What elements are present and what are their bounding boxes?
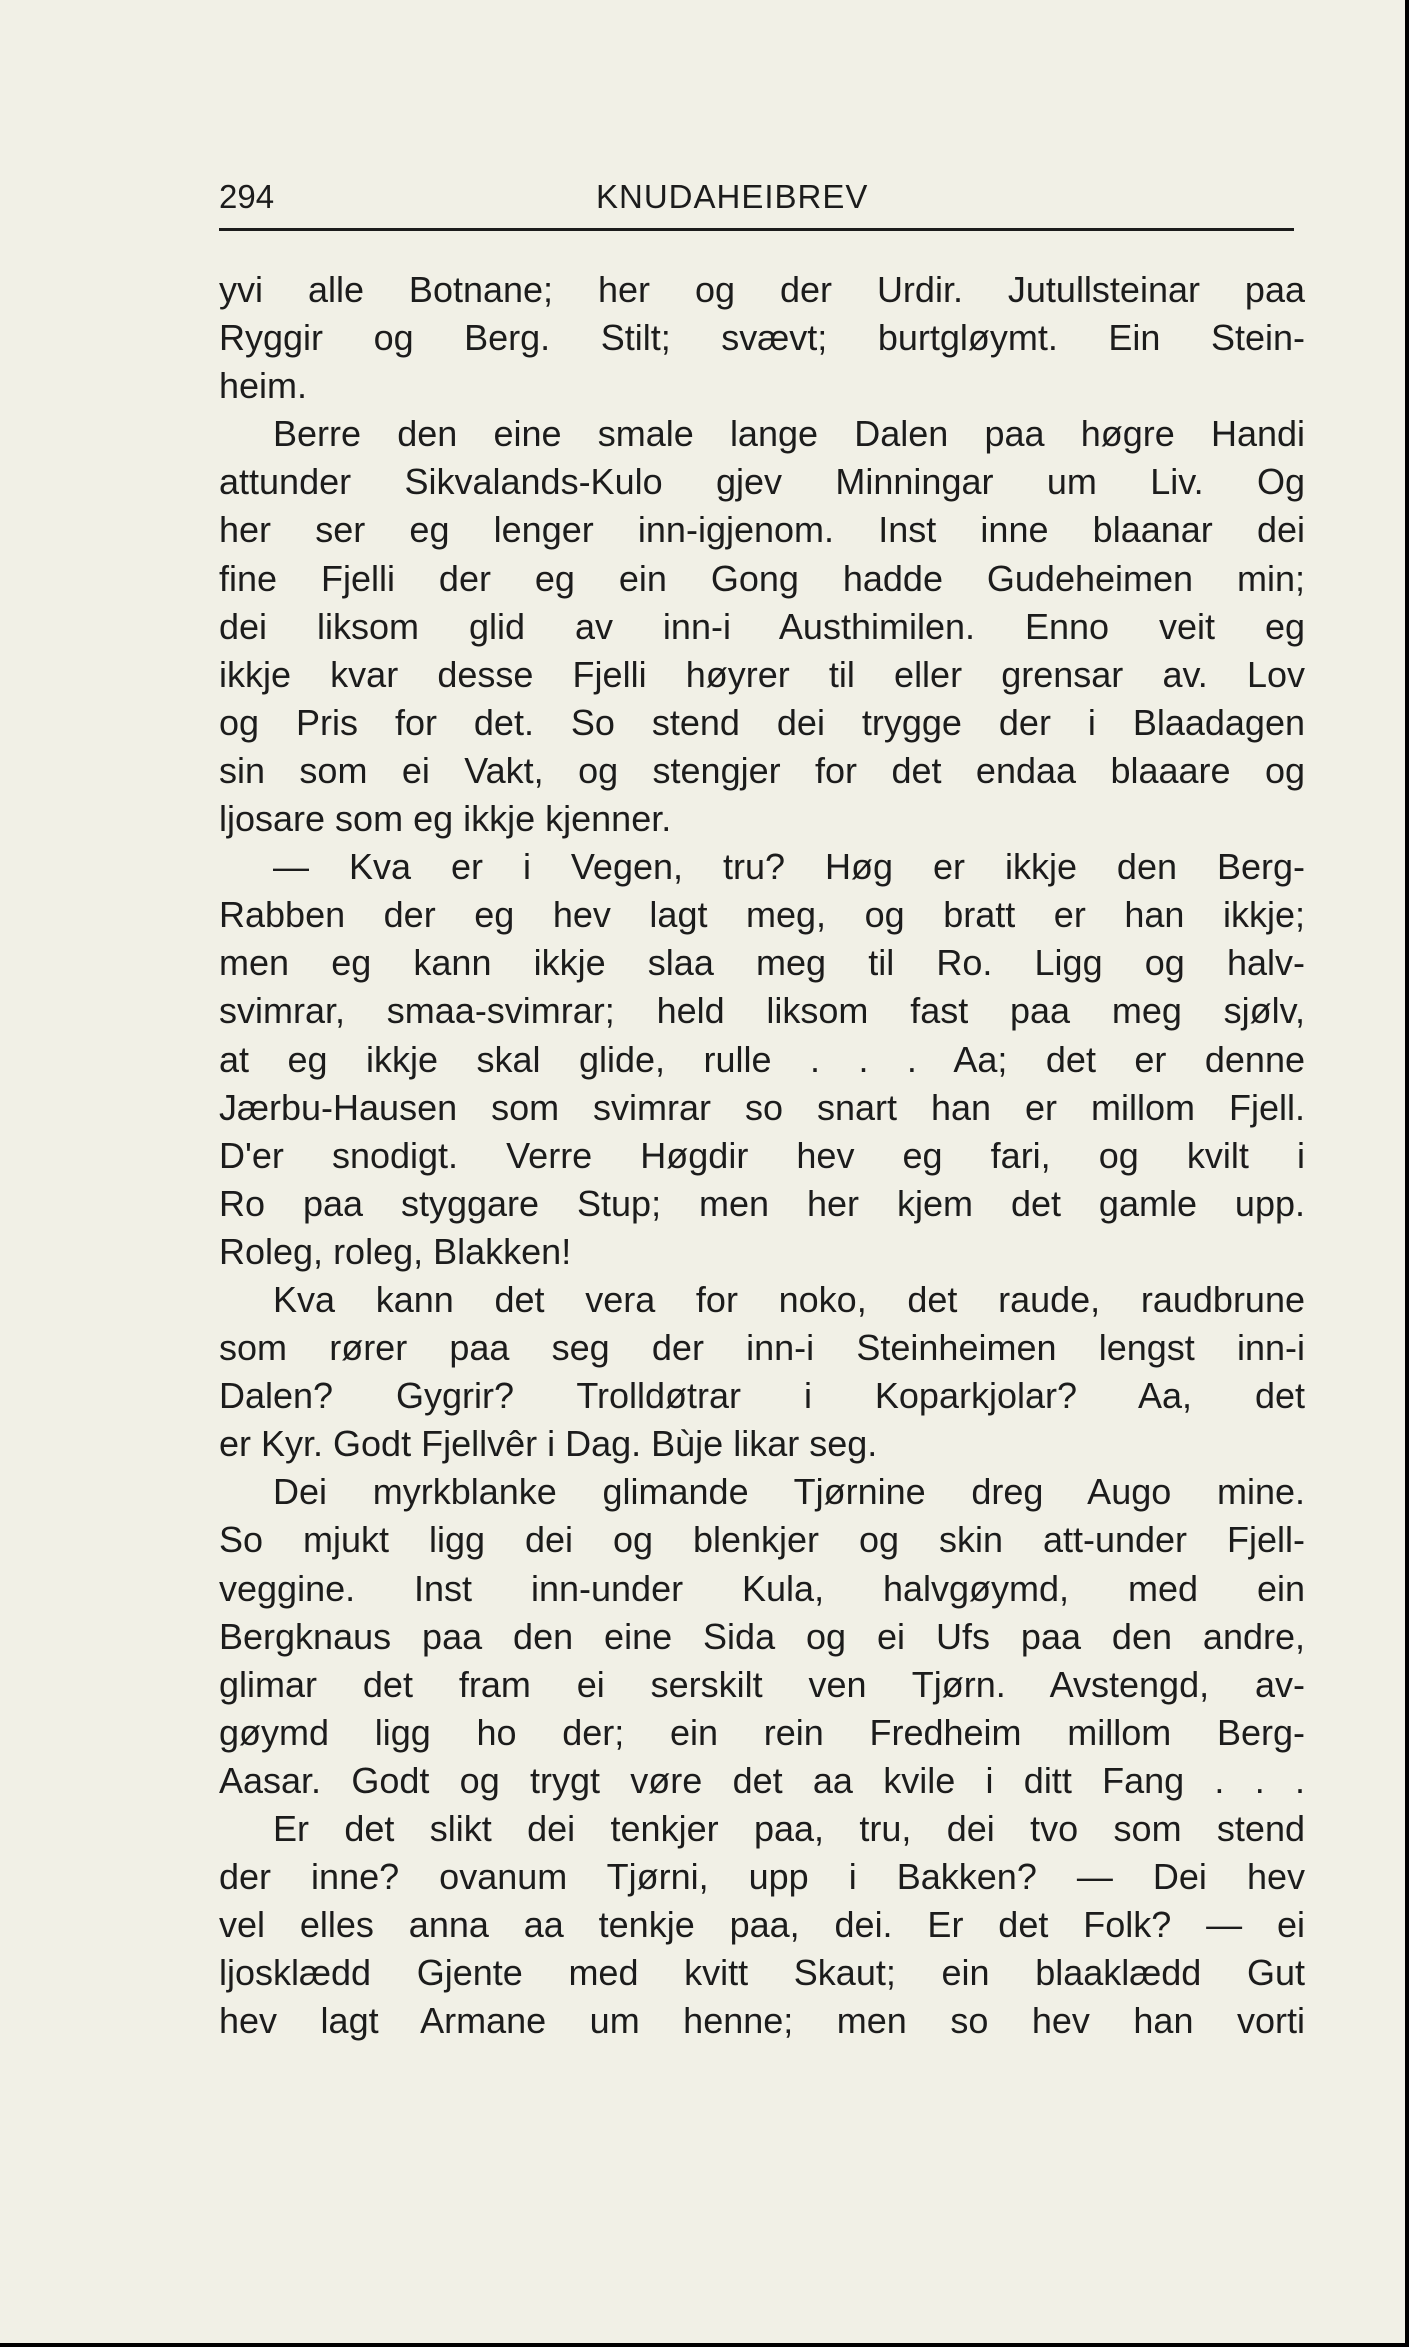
text-line: hev lagt Armane um henne; men so hev han vorti [219,2000,1305,2042]
text-line: Berre den eine smale lange Dalen paa høgre Handi [273,413,1305,455]
text-line: sin som ei Vakt, og stengjer for det endaa blaaare og [219,749,1305,791]
text-line: her ser eg lenger inn-igjenom. Inst inne blaanar dei [219,509,1305,551]
text-line: er Kyr. Godt Fjellvêr i Dag. Bùje likar seg. [219,1423,878,1465]
text-line: Er det slikt dei tenkjer paa, tru, dei tvo som stend [273,1808,1305,1849]
text-line: Aasar. Godt og trygt vøre det aa kvile i ditt Fang . . . [219,1759,1305,1801]
text-line: attunder Sikvalands-Kulo gjev Minningar um Liv. Og [219,461,1305,503]
text-line: som rører paa seg der inn-i Steinheimen lengst inn-i [219,1327,1305,1369]
text-line: D'er snodigt. Verre Høgdir hev eg fari, og kvilt i [219,1134,1305,1176]
text-line: ljosklædd Gjente med kvitt Skaut; ein blaaklædd Gut [219,1952,1305,1994]
text-line: veggine. Inst inn-under Kula, halvgøymd, med ein [219,1567,1305,1609]
text-line: ljosare som eg ikkje kjenner. [219,798,672,840]
text-line: der inne? ovanum Tjørni, upp i Bakken? — Dei hev [219,1856,1305,1898]
text-line: Dei myrkblanke glimande Tjørnine dreg Augo mine. [273,1471,1305,1513]
text-line: ikkje kvar desse Fjelli høyrer til eller grensar av. Lov [219,653,1305,695]
text-line: Roleg, roleg, Blakken! [219,1230,572,1272]
header-rule [219,228,1294,231]
text-line: Ro paa styggare Stup; men her kjem det gamle upp. [219,1182,1305,1224]
text-line: Ryggir og Berg. Stilt; svævt; burtgløymt. Ein Stein- [219,317,1305,359]
text-line: dei liksom glid av inn-i Austhimilen. Enno veit eg [219,605,1305,647]
text-line: at eg ikkje skal glide, rulle . . . Aa; det er denne [219,1038,1305,1080]
text-line: — Kva er i Vegen, tru? Høg er ikkje den Berg- [273,846,1305,888]
text-line: Rabben der eg hev lagt meg, og bratt er han ikkje; [219,894,1305,936]
running-title: KNUDAHEIBREV [596,178,869,215]
text-line: og Pris for det. So stend dei trygge der i Blaadagen [219,701,1305,743]
text-line: heim. [219,365,308,407]
text-line: vel elles anna aa tenkje paa, dei. Er det Folk? — ei [219,1904,1305,1946]
text-line: So mjukt ligg dei og blenkjer og skin att-under Fjell- [219,1519,1305,1561]
text-line: yvi alle Botnane; her og der Urdir. Jutullsteinar paa [219,269,1305,310]
text-line: Dalen? Gygrir? Trolldøtrar i Koparkjolar? Aa, det [219,1375,1305,1417]
text-line: Kva kann det vera for noko, det raude, raudbrune [273,1278,1305,1320]
body-text [219,266,1305,2045]
text-line: svimrar, smaa-svimrar; held liksom fast paa meg sjølv, [219,990,1305,1032]
page-header [219,168,1294,228]
text-line: Bergknaus paa den eine Sida og ei Ufs paa den andre, [219,1615,1305,1657]
text-line: glimar det fram ei serskilt ven Tjørn. Avstengd, av- [219,1663,1305,1705]
text-line: gøymd ligg ho der; ein rein Fredheim millom Berg- [219,1711,1305,1753]
text-line: fine Fjelli der eg ein Gong hadde Gudeheimen min; [219,557,1305,599]
page-number: 294 [219,178,275,215]
text-line: men eg kann ikkje slaa meg til Ro. Ligg og halv- [219,942,1305,984]
text-line: Jærbu-Hausen som svimrar so snart han er millom Fjell. [219,1086,1305,1128]
